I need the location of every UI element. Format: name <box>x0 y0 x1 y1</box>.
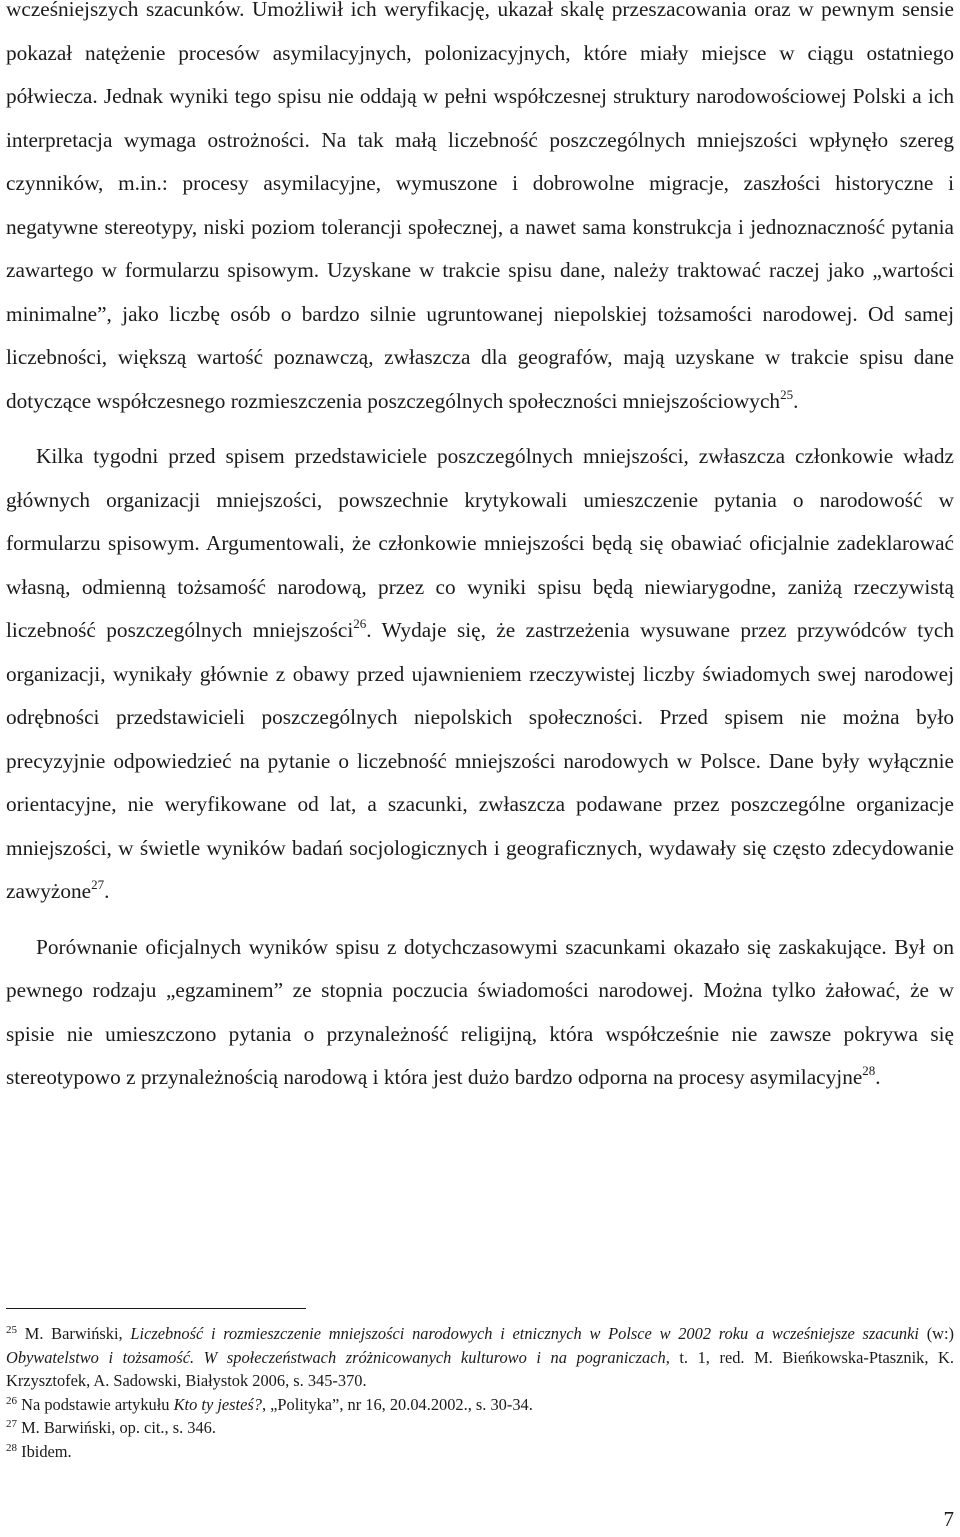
footnote-text: Na podstawie artykułu <box>21 1394 170 1414</box>
footnote-text: , t. 1, red. M. Bieńkowska-Ptasznik, K. Krzysztofek, A. Sadowski, Białystok 2006, s. 345-370. <box>6 1347 954 1391</box>
body-paragraph <box>6 926 954 1100</box>
paragraph-text: . Wydaje się, że zastrzeżenia wysuwane przez przywódców tych organizacji, wynikały głównie z obawy przed ujawnieniem rzeczywistej liczby świadomych swej narodowej odrębności przedstawicieli poszczególnych niepolskich społeczności. Przed spisem nie można było precyzyjnie odpowiedzieć na pytanie o liczebność mniejszości narodowych w Polsce. Dane były wyłącznie orientacyjne, nie weryfikowane od lat, a szacunki, zwłaszcza podawane przez poszczególne organizacje mniejszości, w świetle wyników badań socjologicznych i geograficznych, wydawały się często zdecydowanie zawyżone <box>6 618 954 903</box>
paragraph-end: . <box>875 1065 881 1089</box>
footnote-ref[interactable]: 28 <box>862 1063 876 1078</box>
footnote-title: Liczebność i rozmieszczenie mniejszości narodowych i etnicznych w Polsce w 2002 roku a wcześniejsze szacunki <box>130 1324 919 1343</box>
footnote-author: M. Barwiński, <box>24 1324 123 1343</box>
paragraph-text: Porównanie oficjalnych wyników spisu z dotychczasowymi szacunkami okazało się zaskakujące. Był on pewnego rodzaju „egzaminem” ze stopnia poczucia świadomości narodowej. Można tylko żałować, że w spisie nie umieszczono pytania o przynależność religijną, która współcześnie nie zawsze pokrywa się stereotypowo z przynależnością narodową i która jest dużo bardzo odporna na procesy asymilacyjne <box>6 934 954 1089</box>
footnote-text: M. Barwiński, op. cit., s. 346. <box>21 1418 216 1438</box>
footnote-26 <box>6 1393 954 1417</box>
page-number: 7 <box>943 1507 954 1531</box>
footnote-number: 27 <box>6 1418 17 1431</box>
body-paragraph <box>6 435 954 914</box>
body-paragraph <box>6 0 954 423</box>
footnotes-section <box>6 1322 954 1464</box>
paragraph-text: Kilka tygodni przed spisem przedstawiciele poszczególnych mniejszości, zwłaszcza członkowie władz głównych organizacji mniejszości, powszechnie krytykowali umieszczenie pytania o narodowość w formularzu spisowym. Argumentowali, że członkowie mniejszości będą się obawiać oficjalnie zadeklarować własną, odmienną tożsamość narodową, przez co wyniki spisu będą niewiarygodne, zaniżą rzeczywistą liczebność poszczególnych mniejszości <box>6 444 954 642</box>
footnote-ref[interactable]: 27 <box>91 877 105 892</box>
footnote-ref[interactable]: 25 <box>780 386 794 402</box>
footnote-number: 26 <box>6 1394 17 1407</box>
footnote-book-title: Obywatelstwo i tożsamość. W społeczeństwach zróżnicowanych kulturowo i na pograniczach <box>6 1347 666 1367</box>
paragraph-end: . <box>793 388 799 413</box>
document-page <box>6 0 954 1100</box>
footnote-number: 28 <box>6 1441 17 1454</box>
footnote-text: Ibidem. <box>21 1441 72 1461</box>
footnote-25 <box>6 1322 954 1393</box>
paragraph-end: . <box>104 879 110 903</box>
footnote-28 <box>6 1440 954 1464</box>
footnote-title: Kto ty jesteś? <box>173 1394 262 1414</box>
footnote-27 <box>6 1416 954 1440</box>
footnote-separator <box>6 1308 306 1309</box>
paragraph-text: wcześniejszych szacunków. Umożliwił ich weryfikację, ukazał skalę przeszacowania oraz w pewnym sensie pokazał natężenie procesów asymilacyjnych, polonizacyjnych, które miały miejsce w ciągu ostatniego półwiecza. Jednak wyniki tego spisu nie oddają w pełni współczesnej struktury narodowościowej Polski a ich interpretacja wymaga ostrożności. Na tak małą liczebność poszczególnych mniejszości wpłynęło szereg czynników, m.in.: procesy asymilacyjne, wymuszone i dobrowolne migracje, zaszłości historyczne i negatywne stereotypy, niski poziom tolerancji społecznej, a nawet sama konstrukcja i jednoznaczność pytania zawartego w formularzu spisowym. Uzyskane w trakcie spisu dane, należy traktować raczej jako „wartości minimalne”, jako liczbę osób o bardzo silnie ugruntowanej niepolskiej tożsamości narodowej. Od samej liczebności, większą wartość poznawczą, zwłaszcza dla geografów, mają uzyskane w trakcie spisu dane dotyczące współczesnego rozmieszczenia poszczególnych społeczności mniejszościowych <box>6 0 954 413</box>
footnote-text: , „Polityka”, nr 16, 20.04.2002., s. 30-34. <box>261 1394 533 1414</box>
footnote-ref[interactable]: 26 <box>353 616 367 631</box>
footnote-text: (w:) <box>926 1324 954 1343</box>
footnote-number: 25 <box>6 1324 17 1336</box>
